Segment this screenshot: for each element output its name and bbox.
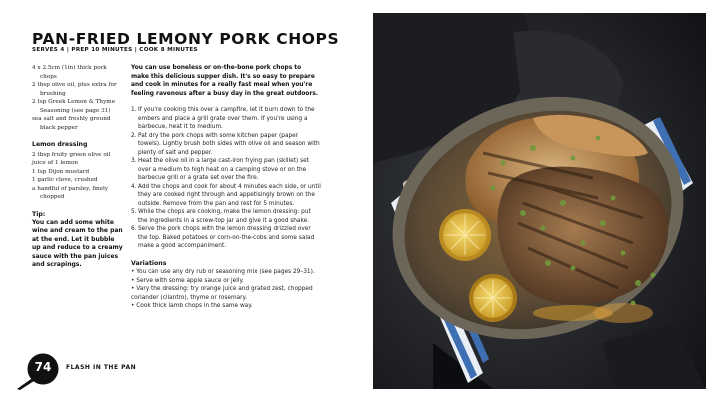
- dressing-list: [32, 151, 124, 202]
- step-number: 3.: [131, 158, 137, 164]
- method-step: [131, 225, 321, 251]
- step-text: Pat dry the pork chops with some kitchen paper (paper towels). Lightly brush both sides with olive oil and season with plenty of salt and pepper.: [138, 132, 320, 156]
- variations-heading: Variations: [131, 259, 167, 267]
- step-text: If you're cooking this over a campfire, let it burn down to the embers and place a grill grate over them. If you're using a barbecue, heat it to medium.: [138, 107, 315, 130]
- method-step: [131, 183, 321, 209]
- step-number: 1.: [131, 107, 137, 113]
- variation-item: • Vary the dressing: try orange juice and grated zest, chopped coriander (cilantro), thyme or rosemary.: [131, 286, 313, 301]
- dressing-heading: Lemon dressing: [32, 141, 88, 148]
- page-number: 74: [34, 360, 52, 374]
- method-step: [131, 157, 321, 183]
- method-step: [131, 106, 321, 132]
- photo-illustration: [373, 13, 706, 389]
- dressing-ingredient-line: a handful of parsley, finely: [32, 185, 109, 192]
- step-text: Serve the pork chops with the lemon dressing drizzled over the top. Baked potatoes or corn-on-the-cobs and some salad make a good accompaniment.: [138, 226, 315, 249]
- ingredient-line: sea salt and freshly ground: [32, 116, 111, 122]
- intro-text: You can use boneless or on-the-bone pork chops to make this delicious supper dish. It's so easy to prepare and cook in minutes for a really fast meal when you're feeling ravenous after a busy day in the great outdoors.: [131, 65, 319, 97]
- pork-chops-photo: [373, 13, 706, 389]
- method-step: [131, 132, 321, 158]
- step-text: Add the chops and cook for about 4 minutes each side, or until they are cooked right through and appetisingly brown on the outside. Remove from the pan and rest for 5 minutes.: [138, 183, 321, 207]
- dressing-ingredient-line: juice of 1 lemon: [32, 160, 79, 166]
- ingredient-line: 2 tsp Greek Lemon & Thyme: [32, 99, 116, 105]
- recipe-meta: SERVES 4 | PREP 10 MINUTES | COOK 8 MINUTES: [32, 47, 198, 53]
- step-number: 5.: [131, 209, 137, 215]
- variations-list: [131, 268, 321, 311]
- step-number: 2.: [131, 132, 137, 139]
- step-number: 4.: [131, 183, 137, 190]
- ingredient-line: 2 tbsp olive oil, plus extra for: [32, 82, 117, 88]
- dressing-ingredient-line: 1 garlic clove, crushed: [32, 177, 98, 183]
- ingredient-line: black pepper: [40, 124, 78, 131]
- ingredient-line: 4 x 2.5cm (1in) thick pork: [32, 65, 107, 71]
- method-step: [131, 208, 321, 225]
- method-column: [131, 64, 321, 311]
- variation-item: • Cook thick lamb chops in the same way.: [131, 303, 253, 309]
- ingredient-line: Seasoning (see page 31): [40, 107, 111, 114]
- step-number: 6.: [131, 226, 137, 232]
- dressing-ingredient-line: 1 tsp Dijon mustard: [32, 168, 90, 175]
- tip-text: You can add some white wine and cream to the pan at the end. Let it bubble up and reduce to a creamy sauce with the pan juices and scrapings.: [32, 219, 123, 269]
- variation-item: • Serve with some apple sauce or jelly.: [131, 277, 244, 284]
- ingredient-line: chops: [40, 73, 57, 80]
- ingredients-column: [32, 64, 124, 269]
- tip-heading: Tip:: [32, 210, 46, 218]
- page-footer: [14, 352, 314, 388]
- chapter-title: FLASH IN THE PAN: [66, 364, 137, 371]
- method-steps: [131, 106, 321, 251]
- step-text: Heat the olive oil in a large cast-iron frying pan (skillet) set over a medium to high heat on a camping stove or on the barbecue grill or a grate set over the fire.: [138, 158, 309, 181]
- dressing-ingredient-line: 2 tbsp fruity green olive oil: [32, 151, 111, 158]
- ingredient-list: [32, 64, 124, 132]
- ingredient-line: brushing: [40, 90, 66, 97]
- dressing-ingredient-line: chopped: [40, 194, 65, 200]
- step-text: While the chops are cooking, make the lemon dressing: put the ingredients in a screw-top jar and give it a good shake.: [138, 209, 311, 224]
- recipe-title: PAN-FRIED LEMONY PORK CHOPS: [32, 30, 340, 48]
- variation-item: • You can use any dry rub or seasoning mix (see pages 29–31).: [131, 269, 315, 275]
